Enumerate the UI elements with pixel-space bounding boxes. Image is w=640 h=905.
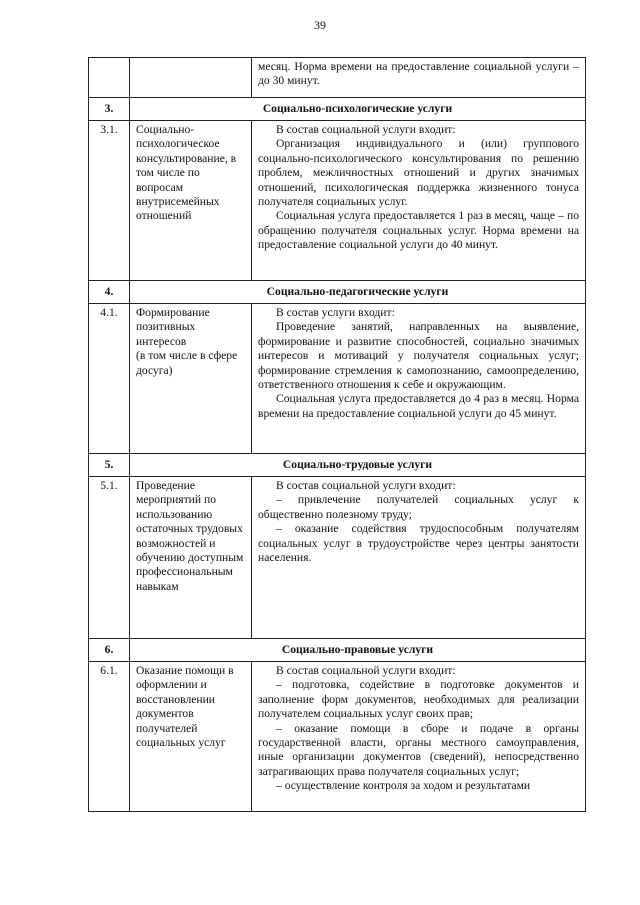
- service-name-line: Формирование позитивных интересов: [136, 306, 210, 348]
- description-paragraph: – оказание содействия трудоспособным получателям социальных услуг в трудоустройстве через центры занятости населения.: [258, 522, 579, 565]
- section-header: [89, 281, 586, 304]
- row-number: 3.1.: [89, 121, 130, 281]
- service-description: [252, 304, 586, 454]
- description-paragraph: В состав социальной услуги входит:: [276, 123, 456, 136]
- section-number: 6.: [89, 639, 130, 662]
- table-row: [89, 58, 586, 98]
- service-description: [252, 58, 586, 98]
- table-row: [89, 662, 586, 812]
- description-paragraph: – осуществление контроля за ходом и результатами: [276, 779, 531, 793]
- service-name: Проведение мероприятий по использованию остаточных трудовых возможностей и обучению доступным профессиональным навыкам: [130, 477, 252, 639]
- description-paragraph: – подготовка, содействие в подготовке документов и заполнение форм документов, необходимых для реализации получателем социальных услуг своих прав;: [258, 678, 579, 721]
- description-paragraph: В состав социальной услуги входит:: [276, 479, 456, 492]
- row-number: 6.1.: [89, 662, 130, 812]
- description-paragraph: Социальная услуга предоставляется 1 раз в месяц, чаще – по обращению получателя социальных услуг. Норма времени на предоставление социальной услуги до 40 минут.: [258, 209, 579, 252]
- service-name: [130, 58, 252, 98]
- table-row: [89, 304, 586, 454]
- section-title: Социально-педагогические услуги: [130, 281, 586, 304]
- service-name-line: (в том числе в сфере досуга): [136, 349, 238, 377]
- section-header: [89, 639, 586, 662]
- section-number: 3.: [89, 98, 130, 121]
- section-header: [89, 454, 586, 477]
- service-description: [252, 662, 586, 812]
- section-number: 4.: [89, 281, 130, 304]
- table-row: [89, 477, 586, 639]
- section-title: Социально-психологические услуги: [130, 98, 586, 121]
- description-paragraph: месяц. Норма времени на предоставление социальной услуги – до 30 минут.: [258, 60, 579, 88]
- service-description: [252, 477, 586, 639]
- description-paragraph: В состав социальной услуги входит:: [276, 664, 456, 677]
- description-paragraph: Организация индивидуального и (или) группового социально-психологического консультирования по решению проблем, межличностных отношений и других значимых отношений, психологическая поддержка жизненного тонуса получателя социальных услуг.: [258, 137, 579, 209]
- row-number: [89, 58, 130, 98]
- service-description: [252, 121, 586, 281]
- row-number: 4.1.: [89, 304, 130, 454]
- description-paragraph: – привлечение получателей социальных услуг к общественно полезному труду;: [258, 493, 579, 521]
- row-number: 5.1.: [89, 477, 130, 639]
- service-name: Оказание помощи в оформлении и восстановлении документов получателей социальных услуг: [130, 662, 252, 812]
- description-paragraph: Социальная услуга предоставляется до 4 раз в месяц. Норма времени на предоставление социальной услуги до 45 минут.: [258, 392, 579, 420]
- service-name: [130, 304, 252, 454]
- table-row: [89, 121, 586, 281]
- description-paragraph: Проведение занятий, направленных на выявление, формирование и развитие способностей, социально значимых интересов и мотиваций у получателя социальных услуг; формирование стремления к самопознанию, самоопределению, ответственного отношения к себе и окружающим.: [258, 320, 579, 392]
- section-title: Социально-правовые услуги: [130, 639, 586, 662]
- section-title: Социально-трудовые услуги: [130, 454, 586, 477]
- description-paragraph: В состав услуги входит:: [276, 306, 395, 319]
- services-table: [88, 57, 586, 812]
- section-number: 5.: [89, 454, 130, 477]
- page-number: 39: [314, 18, 326, 32]
- description-paragraph: – оказание помощи в сборе и подаче в органы государственной власти, органы местного самоуправления, иные организации документов (сведений), непосредственно затрагивающих права получателя социальных услуг;: [258, 721, 579, 778]
- section-header: [89, 98, 586, 121]
- service-name: Социально-психологическое консультирование, в том числе по вопросам внутрисемейных отношений: [130, 121, 252, 281]
